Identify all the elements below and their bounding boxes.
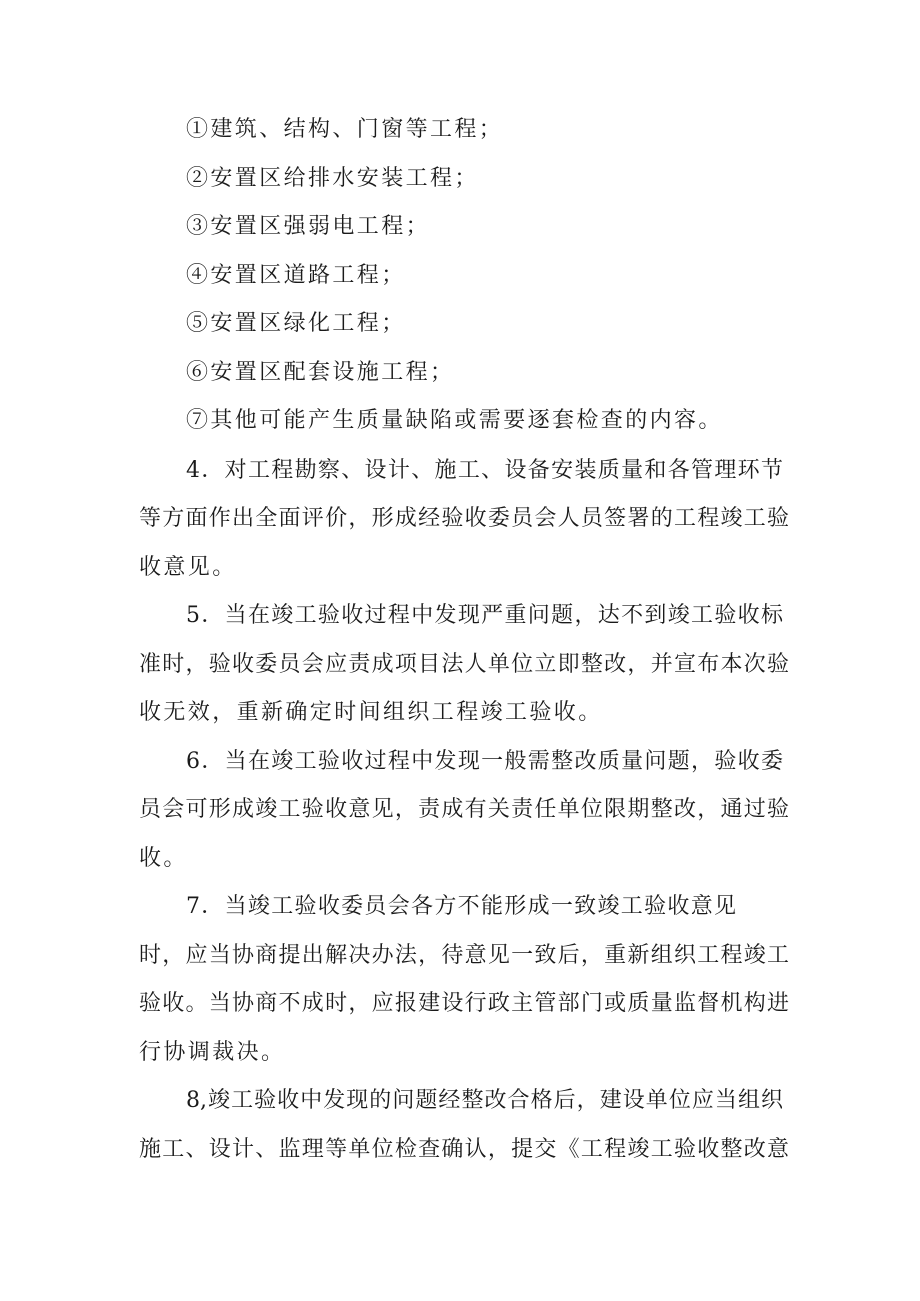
list-item-3: ③安置区强弱电工程； <box>186 214 431 239</box>
para7-line-1: 7．当竣工验收委员会各方不能形成一致竣工验收意见 <box>186 894 736 919</box>
list-item-6: ⑥安置区配套设施工程； <box>186 360 455 385</box>
para7-line-2: 时，应当协商提出解决办法，待意见一致后，重新组织工程竣工 <box>139 943 789 968</box>
para5-line-1: 5．当在竣工验收过程中发现严重问题，达不到竣工验收标 <box>186 603 783 628</box>
list-item-1: ①建筑、结构、门窗等工程； <box>186 117 504 142</box>
para4-line-1: 4．对工程勘察、设计、施工、设备安装质量和各管理环节 <box>186 458 783 483</box>
para6-line-1: 6．当在竣工验收过程中发现一般需整改质量问题，验收委 <box>186 749 783 774</box>
para4-line-2: 等方面作出全面评价，形成经验收委员会人员签署的工程竣工验 <box>139 506 789 531</box>
list-item-2: ②安置区给排水安装工程； <box>186 166 479 191</box>
para4-line-3: 收意见。 <box>139 555 237 580</box>
list-item-5: ⑤安置区绿化工程； <box>186 311 406 336</box>
para8-line-1: 8,竣工验收中发现的问题经整改合格后，建设单位应当组织 <box>186 1088 783 1113</box>
list-item-4: ④安置区道路工程； <box>186 263 406 288</box>
para6-line-2: 员会可形成竣工验收意见，责成有关责任单位限期整改，通过验 <box>139 797 789 822</box>
para6-line-3: 收。 <box>139 846 188 871</box>
para5-line-3: 收无效，重新确定时间组织工程竣工验收。 <box>139 700 603 725</box>
para7-line-4: 行协调裁决。 <box>139 1040 286 1065</box>
para8-line-2: 施工、设计、监理等单位检查确认，提交《工程竣工验收整改意 <box>139 1137 789 1162</box>
list-item-7: ⑦其他可能产生质量缺陷或需要逐套检查的内容。 <box>186 408 723 433</box>
para7-line-3: 验收。当协商不成时，应报建设行政主管部门或质量监督机构进 <box>139 991 789 1016</box>
para5-line-2: 准时，验收委员会应责成项目法人单位立即整改，并宣布本次验 <box>139 652 789 677</box>
